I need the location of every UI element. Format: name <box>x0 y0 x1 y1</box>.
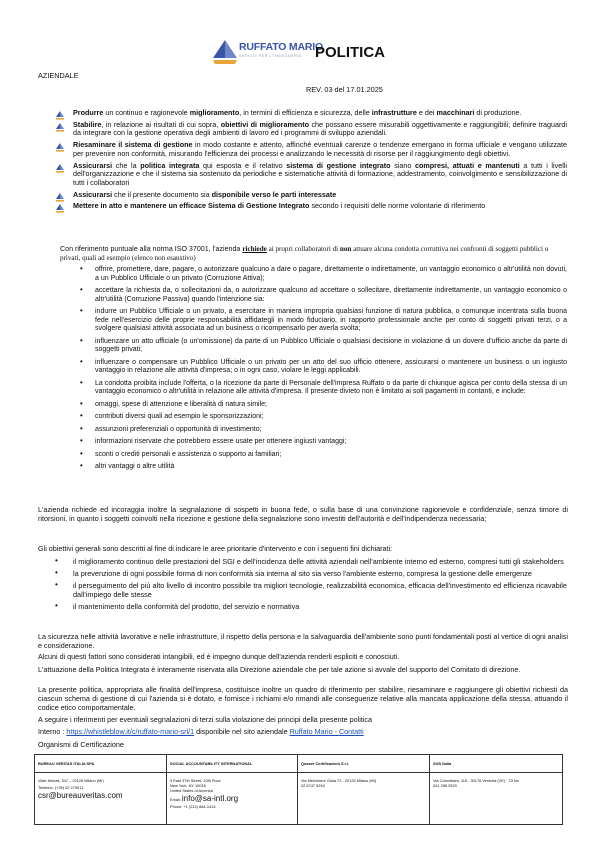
anticorruption-list <box>80 266 567 476</box>
logo-subtext: SERVIZI PER L'INGEGNERIA <box>239 54 302 58</box>
anticorruption-item-text: offrire, promettere, dare, pagare, o autorizzare qualcuno a dare o pagare, direttamente o indirettamente, un vantaggio economico o altr'utilità non dovuti, a un Pubblico Ufficiale o un privato (Corruzione Attiva); <box>95 266 567 282</box>
commitment-text: di produzione. <box>474 108 522 117</box>
certifier-details <box>35 773 167 825</box>
anticorruption-item <box>80 463 567 472</box>
commitment-bold: Produrre <box>73 108 104 117</box>
whistleblow-link[interactable]: https://whistleblow.it/c/ruffato-mario-srl/1 <box>66 727 195 736</box>
bullet-icon: • <box>55 556 58 565</box>
anticorruption-item-text: contributi diversi quali ad esempio le sponsorizzazioni; <box>95 413 264 420</box>
anticorruption-item-text: sconti o crediti personali e assistenza o supporto ai familiari; <box>95 450 282 458</box>
intro-richiede: richiede <box>242 245 267 253</box>
certifier-name: Quaser Certificazioni S.r.l. <box>298 755 430 773</box>
certifier-email[interactable]: csr@bureauveritas.com <box>38 791 123 801</box>
certifier-name: SOCIAL ACCOUNTABILITY INTERNATIONAL <box>167 755 298 773</box>
commitment-text: che possano essere misurabili oggettivamente e raggiungibili; definire traguardi da integrare con la gestione operativa degli ambienti di lavoro ed i programmi di sviluppo aziendali. <box>73 119 567 138</box>
objectives-intro: Gli obiettivi generali sono descritti al fine di indicare le aree prioritarie d'intervento e con i seguenti fini dichiarati: <box>38 544 393 553</box>
internal-channel <box>38 728 568 737</box>
anticorruption-item <box>80 266 567 283</box>
commitment-item <box>55 191 567 200</box>
commitment-text: , in relazione ai risultati di cui sopra, <box>101 119 221 129</box>
company-logo <box>213 38 323 70</box>
commitment-text: che il presente documento sia <box>112 189 212 199</box>
anticorruption-item <box>80 398 567 410</box>
certifier-phone: Telefono: (+39) 02 270911 <box>38 785 84 791</box>
bullet-icon: • <box>80 356 83 366</box>
commitment-bold: infrastrutture <box>371 108 417 117</box>
bullet-icon: • <box>55 568 58 577</box>
page-title: POLITICA <box>315 44 385 61</box>
commitment-bold: Stabilire <box>73 119 102 129</box>
certifier-name: BUREAU VERITAS ITALIA SPA <box>35 755 167 773</box>
bullet-icon: • <box>55 601 58 610</box>
bullet-icon: • <box>80 335 83 345</box>
bullet-logo-icon <box>55 163 65 173</box>
commitments-list <box>55 109 567 214</box>
commitment-bold: Riesaminare il sistema di gestione <box>73 140 193 150</box>
commitment-bold: compresi, attuati e mantenuti <box>415 160 520 170</box>
internal-mid-text: disponibile nel sito aziendale <box>194 727 290 736</box>
commitment-item <box>55 202 567 211</box>
bullet-logo-icon <box>55 203 65 213</box>
certifier-city: New York, NY 10016 <box>170 783 206 789</box>
intro-text-1: Con riferimento puntuale alla norma ISO 37001, l'azienda <box>60 245 243 253</box>
commitment-item <box>55 121 567 138</box>
bullet-logo-icon <box>55 122 65 132</box>
certifier-country: United States of America <box>170 788 213 794</box>
logo-text: RUFFATO MARIO <box>239 41 323 53</box>
anticorruption-item <box>80 438 567 447</box>
bullet-logo-icon <box>55 110 65 120</box>
certifier-phone: Phone: +1 (212) 684-1414 <box>170 803 216 809</box>
commitment-text: e dei <box>416 108 437 117</box>
bullet-icon: • <box>80 285 83 294</box>
commitment-text: siano <box>390 160 416 170</box>
certifier-phone: 02 6747 9254 <box>301 783 325 789</box>
commitment-bold: miglioramento <box>189 108 240 117</box>
bullet-icon: • <box>80 423 83 433</box>
commitment-item <box>55 162 567 188</box>
commitment-text: che la <box>112 160 141 170</box>
certifier-phone: 041 298 2529 <box>433 783 457 789</box>
certifier-address: Via Colombara, 115 - 30176 Venezia (VE) · 23 km <box>433 778 520 783</box>
anticorruption-item <box>80 356 567 376</box>
certifier-email[interactable]: info@sa-intl.org <box>181 793 239 803</box>
objective-item <box>55 581 567 599</box>
anticorruption-item <box>80 335 567 355</box>
commitment-bold: Assicurarsi <box>73 160 113 170</box>
objective-item-text: la prevenzione di ogni possibile forma di non conformità sia interna al sito sia verso l'ambiente esterno, compresa la gestione delle emergenze <box>73 569 532 578</box>
commitment-text: , in termini di efficienza e sicurezza, delle <box>239 108 372 117</box>
objective-item <box>55 602 567 611</box>
certifiers-table <box>34 754 563 825</box>
anticorruption-item <box>80 287 567 304</box>
bullet-icon: • <box>55 580 58 589</box>
bullet-icon: • <box>80 306 83 315</box>
bullet-icon: • <box>80 398 83 408</box>
certifier-details <box>167 773 298 825</box>
anticorruption-item <box>80 308 567 334</box>
commitment-text: un continuo e ragionevole <box>103 108 190 117</box>
anticorruption-intro <box>60 245 565 262</box>
commitment-text: qui esposta e il relativo <box>199 160 287 170</box>
anticorruption-item-text: La condotta proibita include l'offerta, o la ricezione da parte di Personale dell'impresa Ruffato o da parte di chiunque agisca per conto della stessa di un vantaggio economico o altr'utilità in relazione alle attività d'impresa. Il presente divieto non è limitato ai soli pagamenti in contanti, e include: <box>95 379 567 395</box>
anticorruption-item <box>80 413 567 422</box>
revision-label: REV. 03 del 17.01.2025 <box>306 85 383 94</box>
anticorruption-item-text: informazioni riservate che potrebbero essere usate per ottenere ingiusti vantaggi; <box>95 438 347 445</box>
anticorruption-item-text: indurre un Pubblico Ufficiale o un privato, a esercitare in maniera impropria qualsiasi funzione di natura pubblica, o comunque incentrata sulla buona fede nell'esercizio delle proprie responsabilità affidategli in modo fiduciario, in rapporto professionale anche per conto di soggetti privati terzi, o a svolgere qualsiasi attività associata ad un business o ricompensarlo per averla svolta; <box>95 308 567 332</box>
intro-text-3: attuare alcuna condotta corruttiva nei confronti di soggetti pubblici o privati, quali ad esempio (elenco non esaustivo) <box>60 245 549 262</box>
bullet-icon: • <box>80 377 83 387</box>
objective-item <box>55 557 567 566</box>
bullet-icon: • <box>80 461 83 470</box>
bullet-logo-icon <box>55 142 65 152</box>
anticorruption-item-text: omaggi, spese di attenzione e liberalità di natura simile; <box>95 400 267 408</box>
anticorruption-item-text: accettare la richiesta da, o sollecitazioni da, o autorizzare qualcuno ad accettare o sollecitare, direttamente indirettamente, un vantaggio economico o altr'utilità (Corruzione Passiva) quando l'intenzione sia: <box>95 287 567 303</box>
commitment-bold: sistema di gestione integrato <box>286 160 391 170</box>
anticorruption-item <box>80 377 567 397</box>
intro-non: non <box>339 245 352 253</box>
anticorruption-item <box>80 423 567 435</box>
logo-mark-icon <box>213 38 237 64</box>
bullet-icon: • <box>80 436 83 445</box>
commitment-bold: disponibile verso le parti interessate <box>211 189 337 199</box>
intro-text-2: ai propri collaboratori di <box>266 245 340 253</box>
commitment-bold: Mettere in atto e mantenere un efficace Sistema di Gestione Integrato <box>73 201 310 211</box>
objective-item-text: il perseguimento del più alto livello di incontro possibile tra migliori tecnologie, realizzabilità economica, efficacia dell'investimento ed efficienza ricavabile dall'impiego delle stesse <box>73 581 567 599</box>
certifier-email-label: Email: <box>170 796 182 802</box>
commitment-bold: macchinari <box>436 108 475 117</box>
bullet-icon: • <box>80 448 83 458</box>
anticorruption-item-text: assunzioni preferenziali o opportunità di investimento; <box>95 425 262 433</box>
commitment-text: in modo costante e attento, affinché eventuali carenze o tendenze emergano in forma ufficiale e vengano utilizzate per prevenire non conformità, misurando l'efficienza dei processi e analizzando le necessità di risorse per il raggiungimento degli obiettivi. <box>73 140 568 158</box>
certifier-address: 9 East 37th Street, 10th Floor <box>170 778 221 783</box>
page-subtitle: AZIENDALE <box>38 71 79 80</box>
closing-paragraph-5: A seguire i riferimenti per eventuali segnalazioni di terzi sulla violazione dei principi della presente politica <box>38 715 373 724</box>
commitment-text: secondo i requisiti delle norme volontarie di riferimento <box>309 201 486 211</box>
commitment-item <box>55 109 567 118</box>
anticorruption-item-text: influenzare un atto ufficiale (o un'omissione) da parte di un Pubblico Ufficiale o qualsiasi decisione in violazione di un dovere d'ufficio anche da parte di soggetti privati; <box>95 337 567 353</box>
objectives-list <box>55 557 567 614</box>
contacts-link[interactable]: Ruffato Mario - Contatti <box>289 727 364 736</box>
certifier-name: SGS Italia <box>430 755 563 773</box>
anticorruption-item-text: influenzare o compensare un Pubblico Ufficiale o un privato per un atto del suo ufficio ottenere, assicurarsi o mantenere un business o un ingiusto vantaggio in relazione alle attività d'impresa; o in ogni caso, violare le leggi applicabili. <box>95 358 567 374</box>
anticorruption-item <box>80 448 567 460</box>
objective-item <box>55 569 567 578</box>
objective-item-text: il mantenimento della conformità del prodotto, del servizio e normativa <box>73 602 300 611</box>
commitment-bold: Assicurarsi <box>73 189 113 199</box>
commitment-bold: politica integrata <box>140 160 200 170</box>
closing-paragraph-4: La presente politica, appropriata alle finalità dell'impresa, costituisce inoltre un quadro di riferimento per stabilire, riesaminare e raggiungere gli obiettivi richiesti da ciascun schema di gestione di cui l'azienda si è dotato, e fornisce i richiami e/o rimandi alle conseguenze relative alla mancata applicazione della stessa, attuando il codice etico comportamentale. <box>38 685 568 712</box>
bullet-logo-icon <box>55 192 65 202</box>
certifier-address: Via Melchiorre Gioia 72 - 20125 Milano (MI) <box>301 778 377 783</box>
closing-paragraph-1: La sicurezza nelle attività lavorative e nelle infrastrutture, il rispetto della persona e la salvaguardia dell'ambiente sono punti fondamentali posti al vertice di ogni analisi e considerazione. <box>38 632 568 650</box>
anticorruption-item-text: altri vantaggi o altre utilità <box>95 463 175 470</box>
closing-paragraph-2: Alcuni di questi fattori sono considerati intangibili, ed è impegno dunque dell'azienda renderli espliciti e conosciuti. <box>38 652 400 661</box>
certifier-details <box>430 773 563 825</box>
closing-paragraph-3: L'attuazione della Politica Integrata è interamente riservata alla Direzione aziendale che per tale azione si avvale del supporto del Comitato di direzione. <box>38 665 521 674</box>
cert-label: Organismi di Certificazione <box>38 740 124 749</box>
certifier-details <box>298 773 430 825</box>
certifier-address: Viale Monza, 347 – 20126 Milano (MI) <box>38 778 104 783</box>
commitment-text: a tutti i livelli dell'organizzazione e che il sistema sia sostenuto da periodiche e sistematiche attività di formazione, addestramento, coinvolgimento e sensibilizzazione di tutti i collaboratori <box>73 160 567 187</box>
commitment-bold: obiettivi di miglioramento <box>220 119 310 129</box>
internal-label: Interno : <box>38 727 67 736</box>
bullet-icon: • <box>80 411 83 420</box>
objective-item-text: il miglioramento continuo delle prestazioni del SGI e dell'incidenza delle attività aziendali nell'ambiente interno ed esterno, compresi tutti gli stakeholders <box>73 557 564 566</box>
bullet-icon: • <box>80 264 83 273</box>
commitment-item <box>55 141 567 158</box>
whistle-paragraph: L'azienda richiede ed incoraggia inoltre la segnalazione di sospetti in buona fede, o sulla base di una convinzione ragionevole e confidenziale, senza timore di ritorsioni, in quanto i soggetti coinvolti nella ricezione e gestione della segnalazione sono investiti dell'autorità e dell'indipendenza necessaria; <box>38 505 568 523</box>
